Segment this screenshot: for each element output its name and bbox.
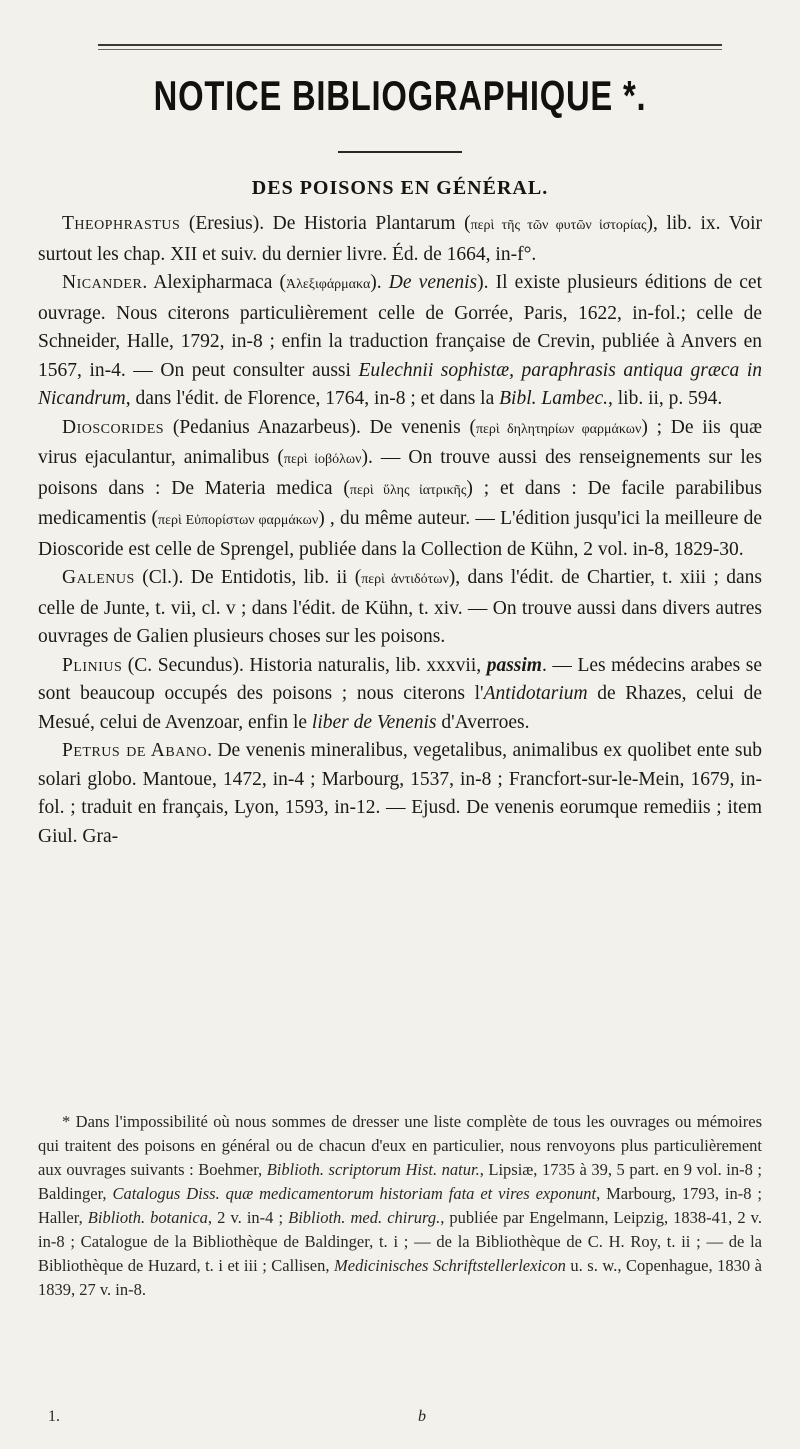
footnote-italic: Biblioth. med. chirurg.	[288, 1208, 441, 1227]
page	[38, 0, 762, 1449]
entry-text: (Eresius). De Historia Plantarum (	[180, 213, 471, 234]
entry-text: , lib. ii, p. 594.	[608, 388, 723, 409]
greek-title: περὶ ἀντιδότων	[361, 572, 449, 587]
footnote-text: , 2 v. in-4 ;	[207, 1208, 289, 1227]
entry-text: de Rhazes, celui de Mesué, celui de Avenzoar, enfin le	[38, 683, 763, 733]
footnote-text: , Lipsiæ, 1735 à 39, 5 part. en 9 vol. in-8 ; Baldinger,	[38, 1160, 762, 1203]
entry-text: . Alexipharmaca (	[142, 272, 286, 293]
entry-author: Dioscorides	[62, 416, 165, 438]
entry-plinius	[38, 652, 762, 738]
entry-italic: Eulechnii sophistæ, paraphrasis antiqua græca in Nicandrum	[38, 359, 762, 409]
entry-text: (Pedanius Anazarbeus). De venenis (	[164, 416, 476, 438]
entry-author: Petrus de Abano	[62, 740, 208, 761]
entry-author: Galenus	[62, 567, 135, 588]
entry-text: , dans l'édit. de Florence, 1764, in-8 ; et dans la	[125, 388, 500, 409]
signature-left: 1.	[48, 1408, 60, 1425]
entry-italic: De venenis	[388, 272, 478, 293]
entry-italic: liber de Venenis	[311, 711, 437, 733]
entry-text: (Cl.). De Entidotis, lib. ii (	[134, 567, 362, 588]
entry-petrus-de-abano	[38, 737, 762, 851]
title-divider	[338, 151, 462, 153]
greek-title: Ἀλεξιφάρμακα	[285, 277, 371, 292]
entry-author: Theophrastus	[62, 213, 181, 234]
footnote-italic: Catalogus Diss. quæ medicamentorum historiam fata et vires exponunt	[112, 1184, 597, 1203]
entry-nicander	[38, 269, 762, 414]
footnote-text: , Marbourg, 1793, in-8 ; Haller,	[38, 1184, 763, 1227]
entry-text: ). Il existe plusieurs éditions de cet ouvrage. Nous citerons particulièrement celle de Gorrée, Paris, 1622, in-fol.; celle de Schneider, Halle, 1792, in-8 ; enfin la traduction française de Crevin, publiée à Anvers en 1567, in-4. — On peut consulter aussi	[38, 272, 762, 381]
entry-italic: Bibl. Lambec.	[499, 388, 608, 409]
greek-title: περὶ δηλητηρίων φαρμάκων	[475, 421, 642, 437]
entry-theophrastus	[38, 210, 762, 269]
entry-author: Nicander	[62, 272, 143, 293]
entry-text: (C. Secundus). Historia naturalis, lib. xxxvii,	[122, 654, 487, 676]
entry-text: . De venenis mineralibus, vegetalibus, animalibus ex quolibet ente sub solari globo. Mantoue, 1472, in-4 ; Marbourg, 1537, in-8 ; Francfort-sur-le-Mein, 1679, in-fol. ; traduit en français, Lyon, 1593, in-12. — Ejusd. De venenis eorumque remediis ; item Giul. Gra-	[38, 740, 762, 847]
entry-text: ) ; De iis quæ virus ejaculantur, animalibus (	[38, 416, 762, 468]
entry-text: ).	[370, 272, 389, 293]
entry-text: ), lib. ix. Voir surtout les chap. XII et suiv. du dernier livre. Éd. de 1664, in-f°.	[38, 213, 762, 265]
greek-title: περὶ ἰοβόλων	[283, 452, 362, 467]
top-rule-thin	[98, 49, 722, 50]
footnote	[38, 1110, 762, 1302]
footnote-text: , publiée par Engelmann, Leipzig, 1838-41, 2 v. in-8 ; Catalogue de la Bibliothèque de Baldinger, t. i ; — de la Bibliothèque de C. H. Roy, t. ii ; — de la Bibliothèque de Huzard, t. i et iii ; Callisen,	[38, 1208, 762, 1275]
entry-italic: Antidotarium	[483, 683, 588, 704]
greek-title: περὶ Εὐπορίστων φαρμάκων	[158, 513, 319, 528]
entry-italic: passim	[486, 654, 542, 676]
greek-title: περὶ τῆς τῶν φυτῶν ἱστορίας	[470, 218, 647, 233]
entry-text: ) , du même auteur. — L'édition jusqu'ici la meilleure de Dioscoride est celle de Sprengel, publiée dans la Collection de Kühn, 2 vol. in-8, 1829-30.	[38, 508, 762, 560]
entry-text: ) ; et dans : De facile parabilibus medicamentis (	[38, 477, 763, 529]
signature-right: b	[418, 1408, 426, 1425]
entry-dioscorides	[38, 414, 762, 565]
entry-text: ), dans l'édit. de Chartier, t. xiii ; dans celle de Junte, t. vii, cl. v ; dans l'édit. de Kühn, t. xiv. — On trouve aussi dans divers autres ouvrages de Galien plusieurs choses sur les poisons.	[38, 567, 763, 647]
section-title: DES POISONS EN GÉNÉRAL.	[251, 177, 549, 199]
footnote-italic: Medicinisches Schriftstellerlexicon	[334, 1256, 566, 1275]
greek-title: περὶ ὕλης ἰατρικῆς	[349, 482, 467, 498]
entry-text: ). — On trouve aussi des renseignements sur les poisons dans : De Materia medica (	[38, 447, 762, 499]
top-rule	[98, 44, 722, 46]
entry-text: . — Les médecins arabes se sont beaucoup occupés des poisons ; nous citerons l'	[38, 654, 762, 704]
footnote-italic: Biblioth. botanica	[87, 1208, 208, 1227]
entry-author: Plinius	[62, 654, 123, 676]
footnote-text: u. s. w., Copenhague, 1830 à 1839, 27 v. in-8.	[38, 1256, 762, 1299]
entry-galenus	[38, 564, 762, 652]
footnote-text: * Dans l'impossibilité où nous sommes de dresser une liste complète de tous les ouvrages ou mémoires qui traitent des poisons en général ou de chacun d'eux en particulier, nous renvoyons plus particulièrement aux ouvrages suivants : Boehmer,	[38, 1112, 762, 1179]
footnote-italic: Biblioth. scriptorum Hist. natur.	[266, 1160, 480, 1179]
page-title: NOTICE BIBLIOGRAPHIQUE *.	[153, 72, 647, 119]
bibliography-body	[38, 210, 762, 851]
entry-text: d'Averroes.	[436, 711, 530, 733]
